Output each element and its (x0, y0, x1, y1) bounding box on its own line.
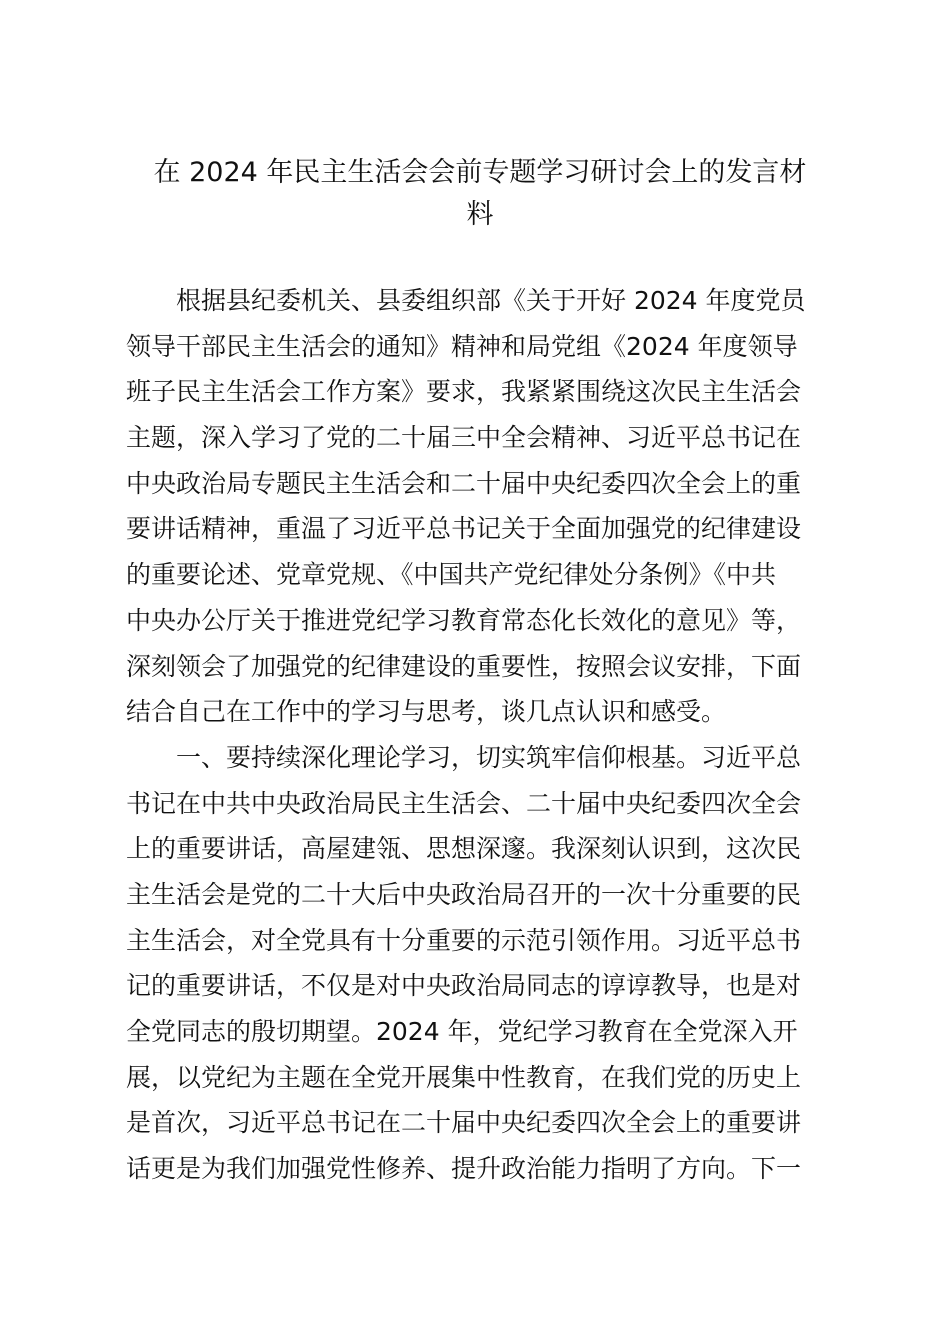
paragraph-line: 上的重要讲话，高屋建瓴、思想深邃。我深刻认识到，这次民 (126, 834, 802, 864)
paragraph-line: 主题，深入学习了党的二十届三中全会精神、习近平总书记在 (126, 423, 802, 453)
paragraph-line: 要讲话精神，重温了习近平总书记关于全面加强党的纪律建设 (126, 514, 802, 544)
paragraph-line: 结合自己在工作中的学习与思考，谈几点认识和感受。 (126, 697, 727, 727)
paragraph-line: 班子民主生活会工作方案》要求，我紧紧围绕这次民主生活会 (126, 377, 802, 407)
paragraph-line: 一、要持续深化理论学习，切实筑牢信仰根基。习近平总 (126, 742, 802, 772)
paragraph-line: 根据县纪委机关、县委组织部《关于开好 2024 年度党员 (126, 286, 806, 315)
paragraph-line: 中央政治局专题民主生活会和二十届中央纪委四次全会上的重 (126, 468, 802, 498)
paragraph-line: 主生活会是党的二十大后中央政治局召开的一次十分重要的民 (126, 879, 802, 909)
title-line: 在 2024 年民主生活会会前专题学习研讨会上的发言材 (153, 157, 807, 188)
paragraph-line: 主生活会，对全党具有十分重要的示范引领作用。习近平总书 (126, 925, 802, 955)
paragraph-line: 话更是为我们加强党性修养、提升政治能力指明了方向。下一 (126, 1154, 802, 1184)
paragraph-line: 深刻领会了加强党的纪律建设的重要性，按照会议安排，下面 (126, 651, 802, 681)
paragraph-line: 是首次，习近平总书记在二十届中央纪委四次全会上的重要讲 (126, 1108, 802, 1138)
document-title (120, 152, 840, 236)
title-line: 料 (466, 199, 494, 230)
document-body (126, 278, 826, 1192)
paragraph-line: 全党同志的殷切期望。2024 年，党纪学习教育在全党深入开 (126, 1017, 798, 1046)
paragraph-line: 的重要论述、党章党规、《中国共产党纪律处分条例》《中共 (126, 560, 777, 590)
paragraph-line: 领导干部民主生活会的通知》精神和局党组《2024 年度领导 (126, 331, 798, 361)
paragraph-line: 展，以党纪为主题在全党开展集中性教育，在我们党的历史上 (126, 1062, 802, 1092)
paragraph-line: 中央办公厅关于推进党纪学习教育常态化长效化的意见》等， (126, 605, 802, 635)
paragraph-line: 书记在中共中央政治局民主生活会、二十届中央纪委四次全会 (126, 788, 802, 818)
paragraph-line: 记的重要讲话，不仅是对中央政治局同志的谆谆教导，也是对 (126, 971, 802, 1001)
